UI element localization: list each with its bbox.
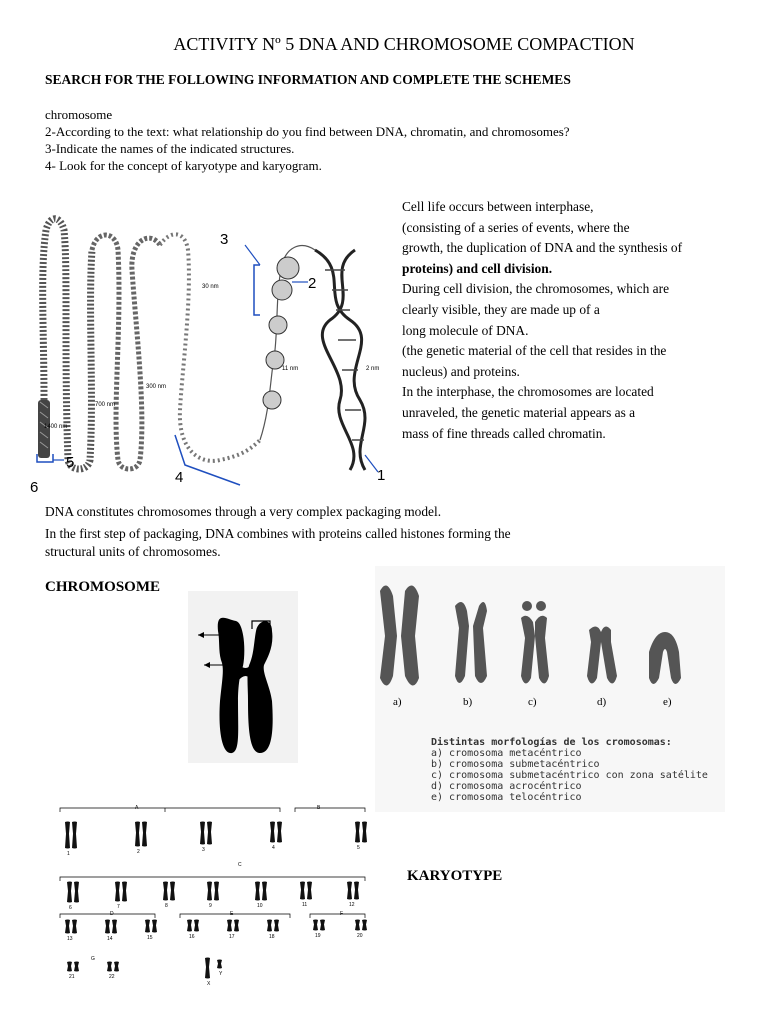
karyotype-chromosome: [313, 920, 318, 931]
packaging-line: structural units of chromosomes.: [45, 544, 221, 559]
scale-2nm: 2 nm: [366, 366, 380, 372]
karyotype-number: 2: [137, 849, 140, 855]
karyotype-number: 3: [202, 847, 205, 853]
caption-item: c) cromosoma submetacéntrico con zona satélite: [431, 770, 708, 781]
karyotype-number: 7: [117, 904, 120, 910]
page-subtitle: SEARCH FOR THE FOLLOWING INFORMATION AND COMPLETE THE SCHEMES: [45, 72, 571, 87]
karyotype-number: 15: [147, 935, 153, 941]
karyotype-chromosome: [135, 822, 140, 847]
paragraph-line: nucleus) and proteins.: [402, 363, 520, 379]
karyotype-number: 4: [272, 845, 275, 851]
karyotype-number: 5: [357, 845, 360, 851]
karyotype-number: 9: [209, 903, 212, 909]
morphology-shapes: [375, 566, 725, 726]
scale-11nm: 11 nm: [282, 366, 299, 372]
karyotype-number: 21: [69, 974, 75, 980]
group-label-a: A: [135, 805, 139, 811]
karyotype-chromosomes: [65, 822, 367, 979]
karyotype-chromosome: [255, 882, 260, 901]
karyotype-figure: [55, 800, 375, 990]
karyotype-chromosome: [300, 882, 305, 900]
karyotype-number: Y: [219, 971, 223, 977]
caption-item: e) cromosoma telocéntrico: [431, 792, 582, 803]
group-label-d: D: [110, 911, 114, 917]
chromosome-diagram: [188, 591, 298, 763]
letter-c: c): [528, 696, 537, 708]
karyotype-chromosome: [267, 920, 272, 932]
group-label-f: F: [340, 911, 344, 917]
karyotype-chromosome: [72, 822, 77, 849]
packaging-line: DNA constitutes chromosomes through a very complex packaging model.: [45, 504, 442, 519]
karyotype-chromosome: [200, 822, 205, 845]
label-1: 1: [377, 467, 386, 484]
karyotype-chromosome: [107, 962, 112, 972]
page-title: ACTIVITY Nº 5 DNA AND CHROMOSOME COMPACTION: [173, 34, 635, 54]
karyotype-chromosome: [72, 920, 77, 934]
karyotype-number: 17: [229, 934, 235, 940]
packaging-text: [45, 503, 511, 561]
bracket-3: [254, 265, 260, 315]
scale-700nm: 700 nm: [95, 402, 116, 408]
caption-title: Distintas morfologías de los cromosomas:: [431, 737, 672, 748]
karyotype-number: 10: [257, 903, 263, 909]
karyotype-chromosome: [274, 920, 279, 932]
karyotype-chromosome: [74, 962, 79, 972]
karyotype-chromosome: [194, 920, 199, 932]
interphase-paragraph: [402, 197, 742, 444]
karyotype-chromosome: [227, 920, 232, 932]
group-label-b: B: [317, 805, 321, 811]
karyotype-chromosome: [74, 882, 79, 903]
karyotype-number: 11: [302, 902, 308, 908]
paragraph-line: proteins) and cell division.: [402, 260, 553, 276]
label-2: 2: [308, 275, 317, 292]
label-5: 5: [66, 454, 75, 471]
karyotype-chromosome: [170, 882, 175, 901]
karyotype-number: 16: [189, 934, 195, 940]
bracket-4: [175, 435, 240, 485]
caption-item: b) cromosoma submetacéntrico: [431, 759, 600, 770]
karyotype-chromosome: [234, 920, 239, 932]
karyotype-number: 6: [69, 905, 72, 911]
letter-d: d): [597, 696, 607, 708]
karyotype-chromosome: [67, 882, 72, 903]
paragraph-line: long molecule of DNA.: [402, 322, 529, 338]
scale-300nm: 300 nm: [146, 384, 167, 390]
karyotype-chromosome: [362, 920, 367, 931]
dna-double-helix: [315, 250, 365, 470]
karyotype-chromosome: [65, 920, 70, 934]
paragraph-line: During cell division, the chromosomes, which are: [402, 281, 670, 297]
karyotype-number: 14: [107, 936, 113, 942]
karyotype-chromosome: [307, 882, 312, 900]
karyotype-heading: KARYOTYPE: [407, 868, 503, 884]
looped-fiber: [92, 235, 160, 469]
letter-b: b): [463, 696, 473, 708]
karyotype-chromosome: [67, 962, 72, 972]
karyotype-chromosome: [145, 920, 150, 933]
dna-compaction-diagram: [20, 210, 395, 500]
supercoiled-fiber: [43, 219, 92, 469]
karyotype-chromosome: [362, 822, 367, 843]
karyotype-chromosome: [277, 822, 282, 843]
karyotype-chromosome: [214, 882, 219, 901]
karyotype-chromosome: [347, 882, 352, 900]
paragraph-line: (the genetic material of the cell that resides in the: [402, 343, 667, 359]
karyotype-chromosome: [205, 958, 210, 979]
pointer-3: [245, 245, 260, 265]
paragraph-line: (consisting of a series of events, where the: [402, 219, 630, 235]
karyotype-number: 20: [357, 933, 363, 939]
karyotype-chromosome: [163, 882, 168, 901]
karyotype-chromosome: [105, 920, 110, 934]
packaging-line: In the first step of packaging, DNA combines with proteins called histones forming the: [45, 526, 511, 541]
karyotype-chromosome: [270, 822, 275, 843]
intro-questions: [45, 106, 570, 174]
karyotype-chromosome: [355, 920, 360, 931]
nucleosome-string: [260, 246, 315, 440]
paragraph-line: mass of fine threads called chromatin.: [402, 425, 606, 441]
paragraph-line: growth, the duplication of DNA and the synthesis of: [402, 240, 683, 256]
scale-30nm: 30 nm: [202, 284, 219, 290]
solenoid-fiber: [160, 234, 260, 461]
intro-line: 3-Indicate the names of the indicated structures.: [45, 141, 295, 156]
karyotype-chromosome: [262, 882, 267, 901]
karyotype-number: 19: [315, 933, 321, 939]
letter-e: e): [663, 696, 672, 708]
karyotype-chromosome: [115, 882, 120, 902]
karyotype-number: 13: [67, 936, 73, 942]
karyotype-number: X: [207, 981, 211, 987]
group-label-e: E: [230, 911, 234, 917]
label-6: 6: [30, 479, 39, 496]
karyotype-chromosome: [207, 882, 212, 901]
group-label-g: G: [91, 956, 95, 962]
label-3: 3: [220, 231, 229, 248]
caption-item: a) cromosoma metacéntrico: [431, 748, 582, 759]
karyotype-chromosome: [320, 920, 325, 931]
intro-line: 2-According to the text: what relationship do you find between DNA, chromatin, and chromosomes?: [45, 124, 570, 139]
karyotype-chromosome: [142, 822, 147, 847]
karyotype-number: 12: [349, 902, 355, 908]
chromosome-morphology-figure: [375, 566, 725, 812]
karyotype-number: 18: [269, 934, 275, 940]
paragraph-line: In the interphase, the chromosomes are located: [402, 384, 654, 400]
karyotype-chromosome: [112, 920, 117, 934]
karyotype-chromosome: [217, 960, 222, 969]
karyotype-chromosome: [355, 822, 360, 843]
karyotype-chromosome: [65, 822, 70, 849]
intro-line: 4- Look for the concept of karyotype and karyogram.: [45, 158, 322, 173]
karyotype-chromosome: [207, 822, 212, 845]
label-4: 4: [175, 469, 184, 486]
karyotype-chromosome: [114, 962, 119, 972]
paragraph-line: clearly visible, they are made up of a: [402, 301, 600, 317]
letter-a: a): [393, 696, 402, 708]
karyotype-chromosome: [152, 920, 157, 933]
morphology-caption: [431, 737, 708, 803]
intro-line: chromosome: [45, 107, 113, 122]
paragraph-line: Cell life occurs between interphase,: [402, 199, 594, 214]
karyotype-chromosome: [122, 882, 127, 902]
karyotype-number: 8: [165, 903, 168, 909]
caption-item: d) cromosoma acrocéntrico: [431, 781, 582, 792]
karyotype-chromosome: [354, 882, 359, 900]
karyotype-chromosome: [187, 920, 192, 932]
chromosome-heading: CHROMOSOME: [45, 579, 160, 595]
karyotype-number: 22: [109, 974, 115, 980]
scale-1400nm: 1400 nm: [44, 424, 68, 430]
paragraph-line: unraveled, the genetic material appears as a: [402, 404, 636, 420]
group-label-c: C: [238, 862, 242, 868]
karyotype-number: 1: [67, 851, 70, 857]
